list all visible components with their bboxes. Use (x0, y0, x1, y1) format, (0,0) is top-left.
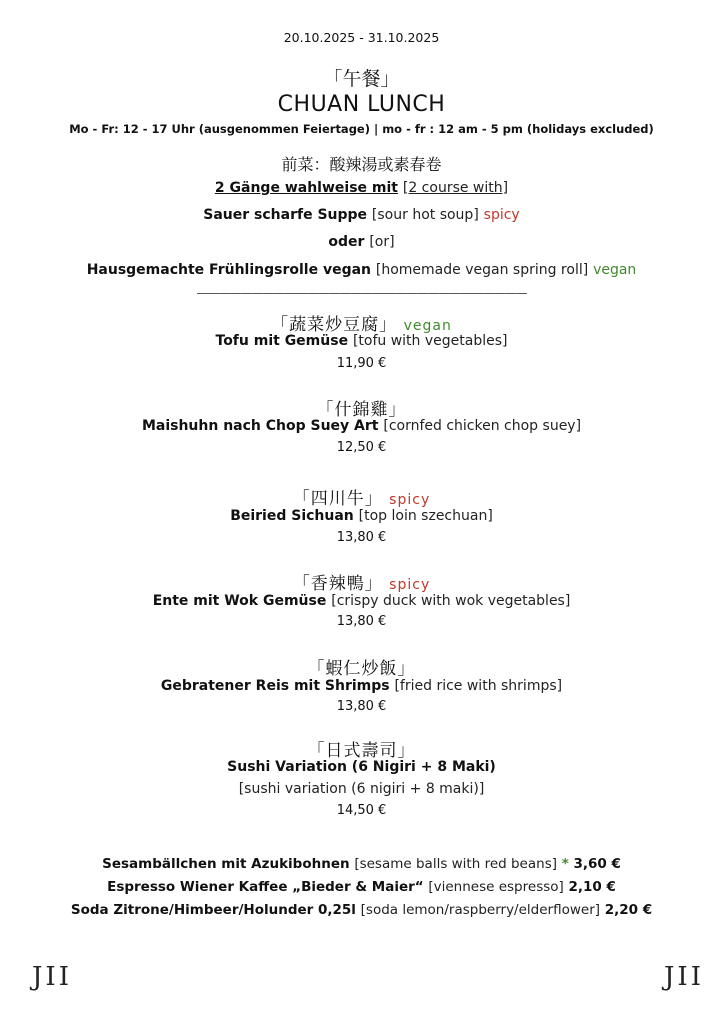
logo-mark-right: JII (664, 962, 704, 992)
or-line (0, 234, 723, 250)
dish-chinese (0, 569, 723, 594)
or-word-en: [or] (369, 234, 395, 250)
extra-name: Sesambällchen mit Azukibohnen (102, 856, 350, 872)
or-word: oder (328, 234, 365, 250)
dish-price: 13,80 € (336, 530, 387, 545)
dish-name: Beiried Sichuan (230, 508, 354, 524)
course-line (0, 180, 723, 196)
dish-name-en: [top loin szechuan] (358, 508, 493, 524)
extra-name-en: [sesame balls with red beans] (354, 856, 557, 872)
dish-line (0, 678, 723, 694)
extra-price: 2,20 € (604, 902, 653, 918)
dish-cn-name: 「蔬菜炒豆腐」 (271, 315, 398, 335)
dish-name-en: [crispy duck with wok vegetables] (331, 593, 571, 609)
dish-name: Gebratener Reis mit Shrimps (160, 678, 390, 694)
spicy-tag: spicy (389, 577, 431, 593)
dish-cn-name: 「日式壽司」 (307, 741, 416, 761)
roll-name-en: [homemade vegan spring roll] (375, 262, 589, 278)
extra-item (0, 879, 723, 895)
dish-line (0, 508, 723, 524)
opening-hours: Mo - Fr: 12 - 17 Uhr (ausgenommen Feiertage) | mo - fr : 12 am - 5 pm (holidays excluded) (69, 122, 654, 136)
dish-chinese (0, 736, 723, 761)
dish-cn-name: 「四川牛」 (292, 489, 383, 509)
extra-price: 2,10 € (568, 879, 616, 895)
dish-line (0, 759, 723, 775)
dish-name: Maishuhn nach Chop Suey Art (141, 418, 379, 434)
course-label-en: [2 course with] (402, 180, 509, 196)
dish-cn-name: 「什錦雞」 (316, 400, 407, 420)
extra-name: Soda Zitrone/Himbeer/Holunder 0,25l (70, 902, 356, 918)
dish-line (0, 593, 723, 609)
vegan-tag: vegan (593, 262, 637, 278)
dish-name-en: [fried rice with shrimps] (394, 678, 563, 694)
dish-name: Ente mit Wok Gemüse (152, 593, 327, 609)
extra-price: 3,60 € (573, 856, 621, 872)
logo-mark-left: JII (32, 962, 72, 992)
extra-name-en: [soda lemon/raspberry/elderflower] (360, 902, 601, 918)
course-label: 2 Gänge wahlweise mit (214, 180, 398, 196)
dish-name: Sushi Variation (6 Nigiri + 8 Maki) (227, 759, 496, 775)
dish-cn-name: 「蝦仁炒飯」 (307, 659, 416, 679)
vegan-tag: vegan (403, 318, 452, 334)
divider: —————————————————————————————— (196, 286, 527, 300)
soup-name: Sauer scharfe Suppe (203, 207, 368, 223)
dish-price: 11,90 € (336, 356, 387, 371)
dish-chinese (0, 654, 723, 679)
dish-line (0, 418, 723, 434)
extra-name: Espresso Wiener Kaffee „Bieder & Maier“ (107, 879, 424, 895)
soup-line (0, 207, 723, 223)
dish-name: Tofu mit Gemüse (215, 333, 349, 349)
dish-name-en: [tofu with vegetables] (352, 333, 508, 349)
soup-name-en: [sour hot soup] (371, 207, 479, 223)
dish-price: 14,50 € (336, 803, 387, 818)
extra-item (0, 856, 723, 872)
dish-price: 12,50 € (336, 440, 387, 455)
dish-cn-name: 「香辣鴨」 (292, 574, 383, 594)
roll-line (0, 262, 723, 278)
dish-chinese (0, 484, 723, 509)
chinese-title: 「午餐」 (323, 68, 400, 90)
page-title: CHUAN LUNCH (277, 92, 446, 117)
date-range: 20.10.2025 - 31.10.2025 (283, 30, 440, 45)
dish-price: 13,80 € (336, 699, 387, 714)
extra-name-en: [viennese espresso] (428, 879, 564, 895)
dish-name-en: [sushi variation (6 nigiri + 8 maki)] (238, 781, 485, 797)
dish-name-en: [cornfed chicken chop suey] (383, 418, 582, 434)
asterisk-mark: * (561, 856, 569, 872)
starter-chinese: 前菜：酸辣湯或素春卷 (281, 155, 442, 174)
dish-line (0, 333, 723, 349)
dish-chinese (0, 395, 723, 420)
dish-chinese (0, 310, 723, 335)
spicy-tag: spicy (483, 207, 520, 223)
dish-price: 13,80 € (336, 614, 387, 629)
spicy-tag: spicy (389, 492, 431, 508)
extra-item (0, 902, 723, 918)
roll-name: Hausgemachte Frühlingsrolle vegan (86, 262, 372, 278)
